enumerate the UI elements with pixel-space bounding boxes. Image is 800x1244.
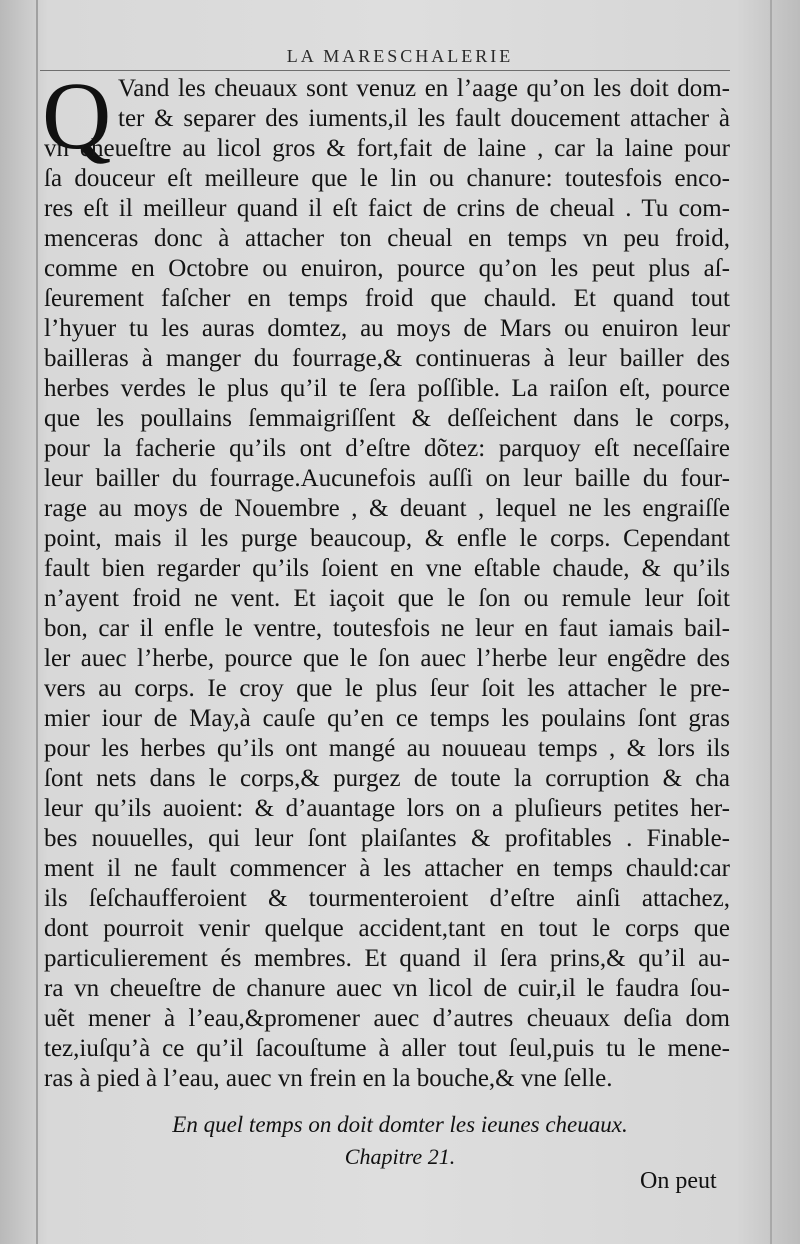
text-line: mier iour de May,à cauſe qu’en ce temps les poulains ſont gras (44, 705, 730, 732)
text-line: comme en Octobre ou enuiron, pource qu’on les peut plus aſ- (44, 255, 730, 282)
text-line: particulierement és membres. Et quand il ſera prins,& qu’il au- (44, 945, 730, 972)
text-line: ils ſeſchaufferoient & tourmenteroient d’eſtre ainſi attachez, (44, 885, 730, 912)
text-line: fault bien regarder qu’ils ſoient en vne eſtable chaude, & qu’ils (44, 555, 730, 582)
catchword: On peut (640, 1168, 717, 1194)
text-line: ſeurement faſcher en temps froid que chauld. Et quand tout (44, 285, 730, 312)
text-line: pour la facherie qu’ils ont d’eſtre dõtez: parquoy eſt neceſſaire (44, 435, 730, 462)
text-line: tez,iuſqu’à ce qu’il ſacouſtume à aller tout ſeul,puis tu le mene- (44, 1035, 730, 1062)
text-line: dont pourroit venir quelque accident,tant en tout le corps que (44, 915, 730, 942)
text-line: leur qu’ils auoient: & d’auantage lors on a pluſieurs petites her- (44, 795, 730, 822)
page-edge-right (770, 0, 772, 1244)
text-line: bon, car il enfle le ventre, toutesfois ne leur en faut iamais bail- (44, 615, 730, 642)
text-line: point, mais il les purge beaucoup, & enfle le corps. Cependant (44, 525, 730, 552)
text-line: herbes verdes le plus qu’il te ſera poſſible. La raiſon eſt, pource (44, 375, 730, 402)
text-line: ſont nets dans le corps,& purgez de toute la corruption & cha (44, 765, 730, 792)
text-line: ſa douceur eſt meilleure que le lin ou chanure: toutesfois enco- (44, 165, 730, 192)
chapter-title: En quel temps on doit domter les ieunes cheuaux. (172, 1112, 628, 1137)
text-line: ras à pied à l’eau, auec vn frein en la bouche,& vne ſelle. (44, 1065, 613, 1092)
head-rule (40, 70, 730, 71)
text-line: l’hyuer tu les auras domtez, au moys de Mars ou enuiron leur (44, 315, 730, 342)
text-line: bes nouuelles, qui leur ſont plaiſantes & profitables . Finable- (44, 825, 730, 852)
chapter-number: Chapitre 21. (344, 1144, 456, 1169)
text-line: uẽt mener à l’eau,&promener auec d’autres cheuaux deſia dom (44, 1005, 730, 1032)
page-edge-left (36, 0, 38, 1244)
text-line: ment il ne fault commencer à les attacher en temps chauld:car (44, 855, 730, 882)
text-line: menceras donc à attacher ton cheual en temps vn peu froid, (44, 225, 730, 252)
drop-cap: Q (42, 62, 112, 169)
text-line: ler auec l’herbe, pource que le ſon auec l’herbe leur engẽdre des (44, 645, 730, 672)
text-line: bailleras à manger du fourrage,& continueras à leur bailler des (44, 345, 730, 372)
text-line: leur bailler du fourrage.Aucunefois auſſi on leur baille du four- (44, 465, 730, 492)
text-line: vers au corps. Ie croy que le plus ſeur ſoit les attacher le pre- (44, 675, 730, 702)
text-line: ra vn cheueſtre de chanure auec vn licol de cuir,il le faudra ſou- (44, 975, 730, 1002)
text-line: rage au moys de Nouembre , & deuant , lequel ne les engraiſſe (44, 495, 730, 522)
text-line: vn cheueſtre au licol gros & fort,fait de laine , car la laine pour (44, 135, 730, 162)
text-line: Vand les cheuaux sont venuz en l’aage qu’on les doit dom- (118, 75, 730, 102)
text-line: ter & separer des iuments,il les fault doucement attacher à (118, 105, 730, 132)
text-line: pour les herbes qu’ils ont mangé au nouueau temps , & lors ils (44, 735, 730, 762)
text-line: que les poullains ſemmaigriſſent & deſſeichent dans le corps, (44, 405, 730, 432)
text-line: n’ayent froid ne vent. Et iaçoit que le ſon ou remule leur ſoit (44, 585, 730, 612)
text-line: res eſt il meilleur quand il eſt faict de crins de cheual . Tu com- (44, 195, 730, 222)
running-head: LA MARESCHALERIE (286, 46, 514, 66)
